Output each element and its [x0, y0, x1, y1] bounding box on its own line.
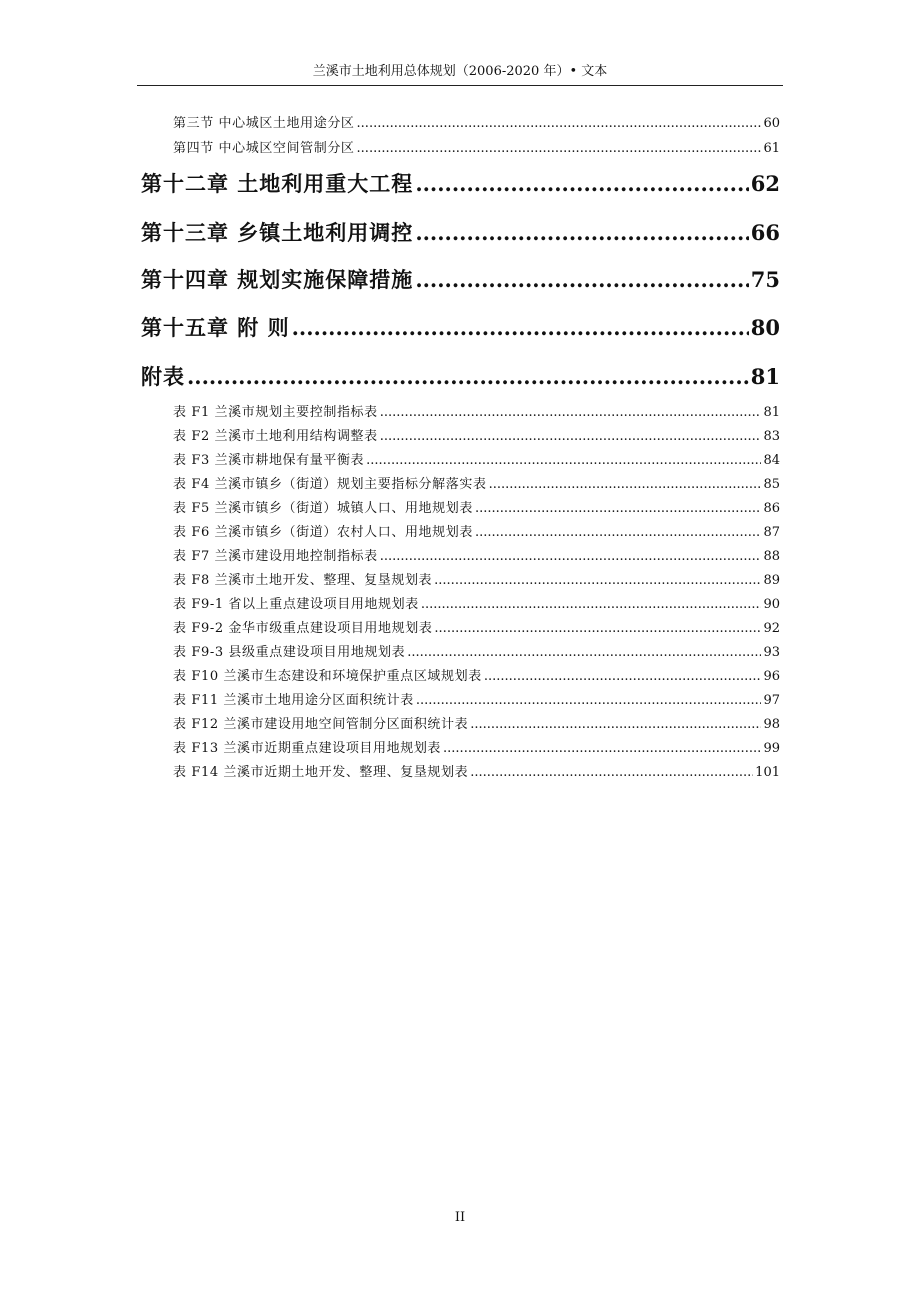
dot-leader [380, 402, 762, 424]
toc-subentry[interactable] [173, 642, 780, 664]
toc-entry-page-number: 83 [763, 429, 780, 444]
page-number: II [454, 1210, 466, 1225]
toc-entry-label: 表 F10 兰溪市生态建设和环境保护重点区域规划表 [173, 669, 482, 684]
toc-entry-page-number: 90 [763, 597, 780, 612]
toc-entry-page-number: 99 [763, 741, 780, 756]
toc-subentry[interactable] [173, 714, 780, 736]
dot-leader [415, 264, 748, 296]
dot-leader [434, 618, 761, 640]
toc-entry-page-number: 88 [763, 549, 780, 564]
toc-subentry[interactable] [173, 113, 780, 135]
page-header-title: 兰溪市土地利用总体规划（2006-2020 年）• 文本 [312, 64, 608, 79]
toc-entry-label: 附表 [141, 364, 185, 389]
toc-chapter-entry[interactable] [141, 264, 780, 296]
dot-leader [380, 426, 762, 448]
toc-entry-page-number: 93 [763, 645, 780, 660]
toc-subentry[interactable] [173, 618, 780, 640]
dot-leader [421, 594, 762, 616]
dot-leader [475, 498, 761, 520]
toc-entry-label: 表 F9-3 县级重点建设项目用地规划表 [173, 645, 406, 660]
toc-entry-label: 第四节 中心城区空间管制分区 [173, 141, 355, 156]
toc-entry-page-number: 87 [763, 525, 780, 540]
header-divider [137, 85, 783, 86]
toc-subentry[interactable] [173, 594, 780, 616]
toc-entry-page-number: 75 [750, 267, 780, 292]
dot-leader [434, 570, 761, 592]
toc-entry-label: 第十二章 土地利用重大工程 [141, 171, 414, 196]
toc-entry-label: 表 F8 兰溪市土地开发、整理、复垦规划表 [173, 573, 433, 588]
toc-subentry[interactable] [173, 738, 780, 760]
dot-leader [489, 474, 762, 496]
dot-leader [470, 762, 753, 784]
toc-entry-page-number: 98 [763, 717, 780, 732]
dot-leader [357, 138, 762, 160]
toc-entry-label: 表 F6 兰溪市镇乡（街道）农村人口、用地规划表 [173, 525, 473, 540]
toc-subentry[interactable] [173, 498, 780, 520]
toc-subentry[interactable] [173, 402, 780, 424]
toc-entry-label: 表 F2 兰溪市土地利用结构调整表 [173, 429, 378, 444]
toc-entry-page-number: 62 [750, 171, 780, 196]
toc-subentry[interactable] [173, 474, 780, 496]
toc-entry-label: 表 F9-2 金华市级重点建设项目用地规划表 [173, 621, 433, 636]
toc-entry-page-number: 84 [763, 453, 780, 468]
dot-leader [484, 666, 762, 688]
dot-leader [475, 522, 761, 544]
toc-subentry[interactable] [173, 666, 780, 688]
toc-entry-label: 表 F1 兰溪市规划主要控制指标表 [173, 405, 378, 420]
toc-entry-page-number: 96 [763, 669, 780, 684]
toc-chapter-entry[interactable] [141, 168, 780, 200]
dot-leader [187, 361, 749, 393]
toc-entry-label: 第十五章 附 则 [141, 315, 290, 340]
toc-subentry[interactable] [173, 570, 780, 592]
toc-entry-label: 表 F7 兰溪市建设用地控制指标表 [173, 549, 378, 564]
toc-entry-page-number: 85 [763, 477, 780, 492]
dot-leader [415, 217, 748, 249]
dot-leader [443, 738, 761, 760]
toc-entry-page-number: 92 [763, 621, 780, 636]
toc-entry-label: 表 F4 兰溪市镇乡（街道）规划主要指标分解落实表 [173, 477, 487, 492]
dot-leader [357, 113, 762, 135]
toc-entry-page-number: 81 [750, 364, 780, 389]
toc-entry-label: 第十三章 乡镇土地利用调控 [141, 220, 414, 245]
toc-entry-label: 表 F5 兰溪市镇乡（街道）城镇人口、用地规划表 [173, 501, 473, 516]
toc-entry-page-number: 97 [763, 693, 780, 708]
toc-entry-label: 表 F12 兰溪市建设用地空间管制分区面积统计表 [173, 717, 469, 732]
toc-entry-page-number: 89 [763, 573, 780, 588]
toc-entry-page-number: 61 [763, 141, 780, 156]
toc-entry-label: 表 F3 兰溪市耕地保有量平衡表 [173, 453, 365, 468]
toc-subentry[interactable] [173, 450, 780, 472]
toc-entry-label: 表 F9-1 省以上重点建设项目用地规划表 [173, 597, 419, 612]
toc-subentry[interactable] [173, 138, 780, 160]
toc-entry-label: 表 F11 兰溪市土地用途分区面积统计表 [173, 693, 414, 708]
dot-leader [416, 690, 762, 712]
dot-leader [380, 546, 762, 568]
dot-leader [292, 312, 749, 344]
toc-subentry[interactable] [173, 690, 780, 712]
toc-entry-page-number: 80 [750, 315, 780, 340]
dot-leader [415, 168, 748, 200]
toc-subentry[interactable] [173, 546, 780, 568]
toc-entry-label: 第三节 中心城区土地用途分区 [173, 116, 355, 131]
toc-subentry[interactable] [173, 762, 780, 784]
toc-entry-label: 表 F13 兰溪市近期重点建设项目用地规划表 [173, 741, 442, 756]
toc-chapter-entry[interactable] [141, 217, 780, 249]
toc-chapter-entry[interactable] [141, 361, 780, 393]
toc-entry-label: 第十四章 规划实施保障措施 [141, 267, 414, 292]
toc-entry-label: 表 F14 兰溪市近期土地开发、整理、复垦规划表 [173, 765, 469, 780]
toc-entry-page-number: 81 [763, 405, 780, 420]
dot-leader [407, 642, 761, 664]
toc-entry-page-number: 66 [750, 220, 780, 245]
toc-subentry[interactable] [173, 522, 780, 544]
dot-leader [470, 714, 761, 736]
dot-leader [366, 450, 761, 472]
toc-entry-page-number: 60 [763, 116, 780, 131]
toc-entry-page-number: 86 [763, 501, 780, 516]
toc-subentry[interactable] [173, 426, 780, 448]
toc-chapter-entry[interactable] [141, 312, 780, 344]
toc-entry-page-number: 101 [755, 765, 780, 780]
